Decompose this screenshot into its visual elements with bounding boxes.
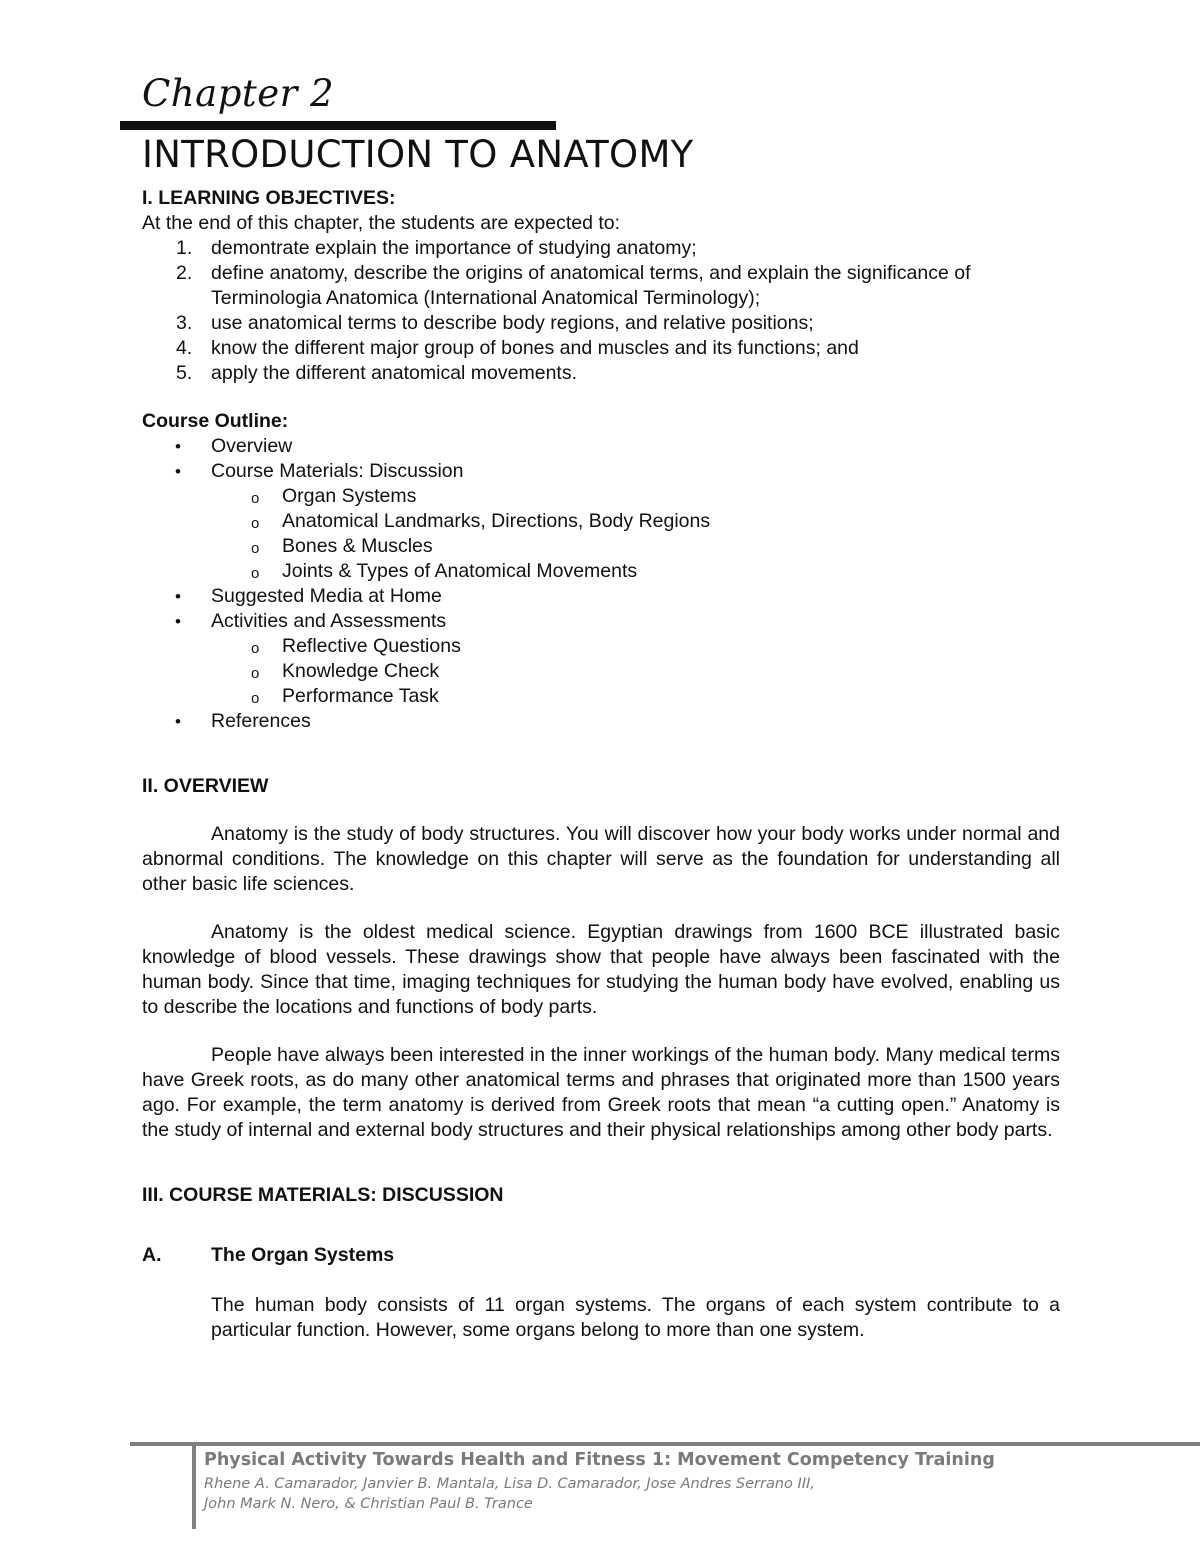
footer-authors-line: Rhene A. Camarador, Janvier B. Mantala, Lisa D. Camarador, Jose Andres Serrano III, [204, 1476, 815, 1492]
section-title: The Organ Systems [211, 1244, 395, 1266]
circle-bullet-icon: o [251, 640, 260, 657]
outline-subitem-label: Anatomical Landmarks, Directions, Body Regions [282, 510, 711, 532]
outline-subitem-label: Joints & Types of Anatomical Movements [282, 560, 638, 582]
section-heading [142, 1243, 1060, 1268]
footer-book-title: Physical Activity Towards Health and Fitness 1: Movement Competency Training [204, 1450, 995, 1470]
discussion-heading: III. COURSE MATERIALS: DISCUSSION [142, 1184, 504, 1206]
objective-number: 5. [176, 362, 193, 384]
objective-item [142, 361, 1060, 386]
circle-bullet-icon: o [251, 690, 260, 707]
outline-item-label: Activities and Assessments [211, 610, 447, 632]
chapter-rule [120, 121, 556, 130]
objective-text: use anatomical terms to describe body regions, and relative positions; [211, 312, 814, 334]
objectives-list [142, 236, 1060, 386]
outline-subitem [211, 534, 1060, 559]
objective-item [142, 261, 1060, 311]
objectives-intro: At the end of this chapter, the students are expected to: [142, 212, 621, 234]
outline-subitem-label: Organ Systems [282, 485, 417, 507]
outline-list [142, 434, 1060, 734]
objective-text: apply the different anatomical movements. [211, 362, 578, 384]
footer-rule [130, 1442, 1200, 1446]
circle-bullet-icon: o [251, 665, 260, 682]
outline-item [142, 434, 1060, 459]
bullet-icon: • [175, 612, 181, 631]
outline-subitem [211, 484, 1060, 509]
circle-bullet-icon: o [251, 540, 260, 557]
bullet-icon: • [175, 587, 181, 606]
outline-subitem-label: Performance Task [282, 685, 439, 707]
overview-paragraph: Anatomy is the study of body structures. You will discover how your body works under normal and abnormal conditions. The knowledge on this chapter will serve as the foundation for understanding all other basic life sciences. [142, 823, 1060, 895]
outline-item [142, 709, 1060, 734]
objective-number: 4. [176, 337, 193, 359]
bullet-icon: • [175, 462, 181, 481]
objectives-heading: I. LEARNING OBJECTIVES: [142, 187, 396, 209]
outline-subitem-label: Knowledge Check [282, 660, 440, 682]
outline-subitem [211, 509, 1060, 534]
section-letter: A. [142, 1244, 162, 1266]
outline-subitem [211, 684, 1060, 709]
outline-sublist [142, 634, 1060, 709]
outline-subitem [211, 659, 1060, 684]
objective-item [142, 311, 1060, 336]
outline-item [142, 459, 1060, 584]
outline-sublist [142, 484, 1060, 584]
objective-text: demontrate explain the importance of studying anatomy; [211, 237, 697, 259]
bullet-icon: • [175, 437, 181, 456]
outline-item [142, 609, 1060, 709]
page-title: INTRODUCTION TO ANATOMY [142, 133, 694, 176]
outline-item-label: Course Materials: Discussion [211, 460, 464, 482]
outline-item-label: References [211, 710, 311, 732]
outline-item [142, 584, 1060, 609]
chapter-label: Chapter 2 [142, 72, 335, 115]
objective-number: 2. [176, 262, 193, 284]
outline-subitem [211, 559, 1060, 584]
objective-text: know the different major group of bones and muscles and its functions; and [211, 337, 859, 359]
bullet-icon: • [175, 712, 181, 731]
objective-number: 3. [176, 312, 193, 334]
outline-item-label: Overview [211, 435, 293, 457]
circle-bullet-icon: o [251, 565, 260, 582]
footer-authors [204, 1474, 815, 1514]
objective-item [142, 336, 1060, 361]
organ-systems-paragraph: The human body consists of 11 organ systems. The organs of each system contribute to a particular function. However, some organs belong to more than one system. [211, 1294, 1060, 1341]
objective-number: 1. [176, 237, 193, 259]
overview-paragraph: People have always been interested in the inner workings of the human body. Many medical terms have Greek roots, as do many other anatomical terms and phrases that originated more than 1500 years ago. For example, the term anatomy is derived from Greek roots that mean “a cutting open.” Anatomy is the study of internal and external body structures and their physical relationships among other body parts. [142, 1044, 1060, 1141]
document-body [142, 186, 1060, 1343]
overview-paragraph: Anatomy is the oldest medical science. Egyptian drawings from 1600 BCE illustrated basic knowledge of blood vessels. These drawings show that people have always been fascinated with the human body. Since that time, imaging techniques for studying the human body have evolved, enabling us to describe the locations and functions of body parts. [142, 921, 1060, 1018]
outline-item-label: Suggested Media at Home [211, 585, 442, 607]
footer-authors-line: John Mark N. Nero, & Christian Paul B. Trance [204, 1496, 533, 1512]
objective-item [142, 236, 1060, 261]
circle-bullet-icon: o [251, 515, 260, 532]
overview-heading: II. OVERVIEW [142, 775, 269, 797]
outline-subitem-label: Reflective Questions [282, 635, 461, 657]
objective-text: define anatomy, describe the origins of anatomical terms, and explain the significance of Terminologia Anatomica (International Anatomical Terminology); [211, 262, 971, 309]
outline-subitem-label: Bones & Muscles [282, 535, 433, 557]
outline-heading: Course Outline: [142, 410, 289, 432]
outline-subitem [211, 634, 1060, 659]
circle-bullet-icon: o [251, 490, 260, 507]
footer-side-rule [192, 1444, 196, 1529]
